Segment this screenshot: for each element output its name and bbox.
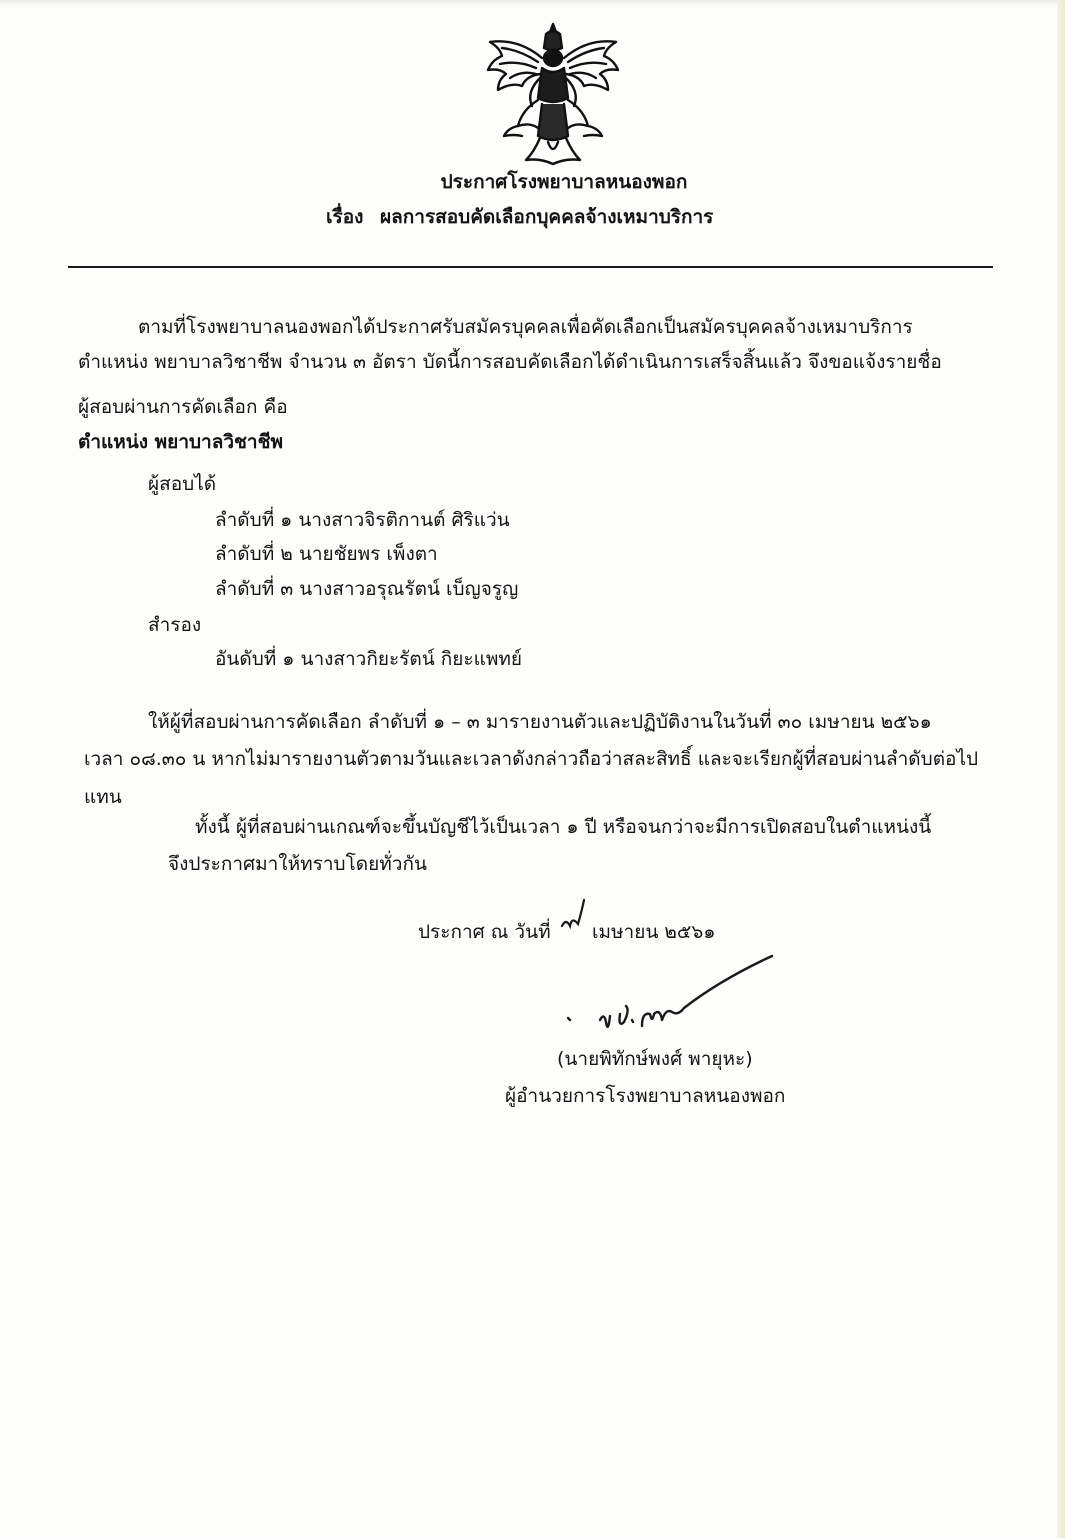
garuda-emblem-icon (478, 18, 628, 168)
intro-line-1: ตามที่โรงพยาบาลนองพอกได้ประกาศรับสมัครบุคคลเพื่อคัดเลือกเป็นสมัครบุคคลจ้างเหมาบริการ (138, 316, 913, 338)
intro-line-2: ตำแหน่ง พยาบาลวิชาชีพ จำนวน ๓ อัตรา บัดนี้การสอบคัดเลือกได้ดำเนินการเสร็จสิ้นแล้ว จึงขอแจ้งรายชื่อ (78, 351, 942, 373)
passed-item-3: ลำดับที่ ๓ นางสาวอรุณรัตน์ เบ็ญจรูญ (215, 578, 519, 600)
announce-prefix: ประกาศ ณ วันที่ (418, 921, 551, 943)
announce-month-year: เมษายน ๒๕๖๑ (592, 921, 716, 943)
passed-item-2: ลำดับที่ ๒ นายชัยพร เพ็งตา (215, 543, 438, 565)
header-divider (68, 266, 993, 268)
scan-edge-top (0, 0, 1065, 6)
signature-image (560, 950, 780, 1040)
signer-title: ผู้อำนวยการโรงพยาบาลหนองพอก (505, 1085, 786, 1107)
signer-name: (นายพิทักษ์พงศ์ พายุหะ) (557, 1048, 753, 1070)
reserve-item-1: อันดับที่ ๑ นางสาวกิยะรัตน์ กิยะแพทย์ (215, 648, 523, 670)
reserve-label: สำรอง (148, 614, 202, 636)
subject-label: เรื่อง (326, 206, 364, 228)
report-line-2: เวลา ๐๘.๓๐ น หากไม่มารายงานตัวตามวันและเวลาดังกล่าวถือว่าสละสิทธิ์ และจะเรียกผู้ที่สอบผ่านลำดับต่อไป (84, 748, 979, 770)
subject-text: ผลการสอบคัดเลือกบุคคลจ้างเหมาบริการ (380, 206, 714, 228)
validity-line: ทั้งนี้ ผู้ที่สอบผ่านเกณฑ์จะขึ้นบัญชีไว้เป็นเวลา ๑ ปี หรือจนกว่าจะมีการเปิดสอบในตำแหน่งนี้ (195, 816, 932, 838)
report-line-3: แทน (84, 786, 122, 808)
passed-item-1: ลำดับที่ ๑ นางสาวจิรติกานต์ ศิริแว่น (215, 509, 510, 531)
position-heading: ตำแหน่ง พยาบาลวิชาชีพ (78, 431, 284, 453)
handwritten-day-mark (556, 896, 592, 936)
scan-edge-right (1057, 0, 1065, 1538)
closing-line: จึงประกาศมาให้ทราบโดยทั่วกัน (168, 853, 427, 875)
document-title: ประกาศโรงพยาบาลหนองพอก (440, 171, 688, 193)
intro-line-3: ผู้สอบผ่านการคัดเลือก คือ (78, 396, 288, 418)
report-line-1: ให้ผู้ที่สอบผ่านการคัดเลือก ลำดับที่ ๑ – ๓ มารายงานตัวและปฏิบัติงานในวันที่ ๓๐ เมษายน ๒๕๖๑ (148, 711, 932, 733)
passed-label: ผู้สอบได้ (148, 473, 217, 495)
